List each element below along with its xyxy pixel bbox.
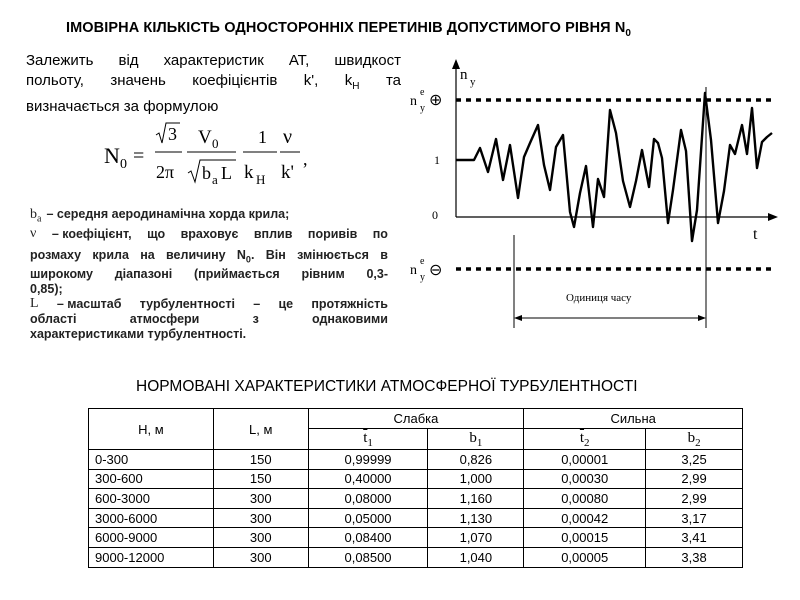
col-header-t1: $\overline{t}_1$ — [308, 429, 428, 450]
turbulence-signal — [456, 93, 772, 241]
table-row: 3000-6000 300 0,05000 1,130 0,00042 3,17 — [89, 508, 743, 528]
n0-formula — [100, 118, 330, 190]
upper-level-label: n — [410, 94, 417, 109]
intro-paragraph: Залежить від характеристик АТ, швидкост польоту, значень коефіцієнтів k', $k_Н$ та визначається за формулою — [26, 52, 401, 115]
col-header-strong: Сильна — [524, 409, 743, 429]
t-axis-arrow — [768, 213, 778, 221]
col-header-b1: $b_1$ — [428, 429, 524, 450]
col-header-t2: $\overline{t}_2$ — [524, 429, 646, 450]
svg-text:ν: ν — [283, 126, 293, 148]
level-zero-label: 0 — [432, 208, 438, 222]
table-row: 600-3000 300 0,08000 1,160 0,00080 2,99 — [89, 489, 743, 509]
turbulence-table — [88, 408, 743, 568]
svg-text:k: k — [244, 162, 254, 183]
svg-text:3: 3 — [168, 124, 177, 144]
turbulence-graph — [400, 45, 790, 345]
svg-text:y: y — [420, 103, 425, 114]
table-row: 9000-12000 300 0,08500 1,040 0,00005 3,38 — [89, 547, 743, 567]
svg-text:e: e — [420, 256, 425, 267]
table-title: НОРМОВАНІ ХАРАКТЕРИСТИКИ АТМОСФЕРНОЇ ТУРБУЛЕНТНОСТІ — [136, 378, 638, 395]
svg-text:y: y — [470, 76, 476, 88]
svg-text:0: 0 — [212, 136, 219, 151]
y-axis-arrow — [452, 59, 460, 69]
page-title: ІМОВІРНА КІЛЬКІСТЬ ОДНОСТОРОННІХ ПЕРЕТИНІВ ДОПУСТИМОГО РІВНЯ $N_0$ — [66, 20, 632, 39]
col-header-b2: $b_2$ — [646, 429, 743, 450]
svg-text:H: H — [256, 172, 266, 187]
table-row: 300-600 150 0,40000 1,000 0,00030 2,99 — [89, 469, 743, 489]
col-header-weak: Слабка — [308, 409, 524, 429]
svg-text:e: e — [420, 87, 425, 98]
minus-sign-icon: ⊖ — [429, 262, 443, 279]
table-row: 6000-9000 300 0,08400 1,070 0,00015 3,41 — [89, 528, 743, 548]
svg-text:a: a — [212, 172, 218, 187]
svg-text:L: L — [221, 163, 232, 183]
definitions: $b_a$ – середня аеродинамічна хорда крила; ν – коефіцієнт, що враховує вплив поривів по розмаху крила на величину $N_0$. Він змінюється в широкому діапазоні (приймається рівним 0,3- 0,85); L – масштаб турбулентності – це протяжність області атмосфери з однаковими характеристиками турбулентності. — [30, 207, 388, 341]
level-one-label: 1 — [434, 153, 440, 167]
t-axis-label: t — [753, 226, 758, 243]
col-header-l: L, м — [213, 409, 308, 450]
svg-text:k': k' — [281, 162, 294, 183]
lower-level-label: n — [410, 263, 417, 278]
svg-text:1: 1 — [258, 127, 267, 147]
svg-text:N: N — [104, 143, 120, 168]
time-unit-label: Одиниця часу — [566, 292, 632, 304]
svg-text:,: , — [303, 149, 308, 169]
svg-text:2π: 2π — [156, 162, 175, 182]
plus-sign-icon: ⊕ — [429, 92, 443, 109]
svg-text:=: = — [133, 145, 145, 167]
y-axis-label: n — [460, 67, 468, 83]
svg-text:0: 0 — [120, 157, 127, 172]
svg-text:y: y — [420, 272, 425, 283]
col-header-h: H, м — [89, 409, 214, 450]
svg-text:b: b — [202, 163, 211, 183]
table-row: 0-300 150 0,99999 0,826 0,00001 3,25 — [89, 450, 743, 470]
svg-text:V: V — [198, 127, 212, 148]
